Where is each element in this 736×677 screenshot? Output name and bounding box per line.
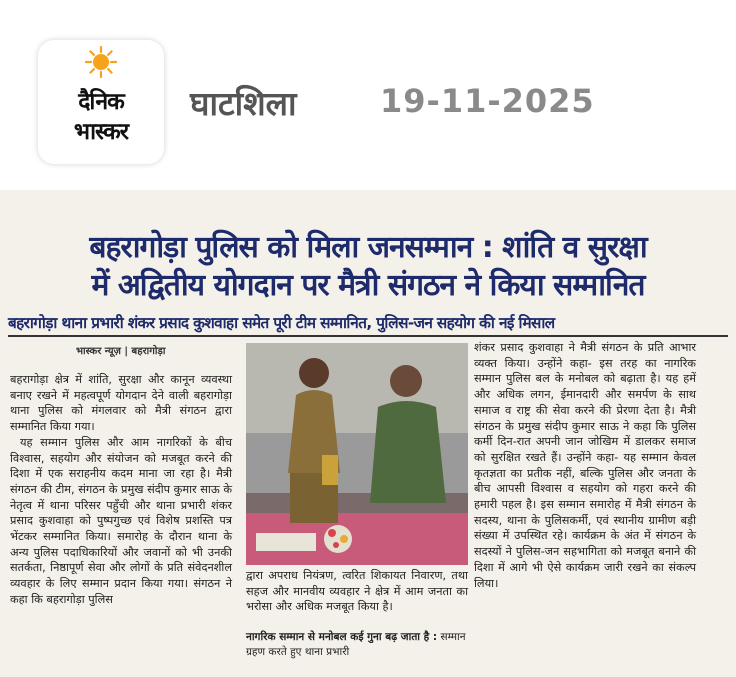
article-column-3 [474, 340, 696, 591]
news-photo [246, 343, 468, 565]
clipping-header [0, 0, 736, 190]
caption-title: नागरिक सम्मान से मनोबल कई गुना बढ़ जाता है : [246, 631, 438, 643]
paragraph: यह सम्मान पुलिस और आम नागरिकों के बीच विश्वास, सहयोग और संयोजन को मजबूत करने की दिशा में एक सराहनीय कदम माना जा रहा है। मैत्री संगठन की टीम, संगठन के प्रमुख संदीप कुमार साऊ के नेतृत्व में थाना परिसर पहुँची और थाना प्रभारी शंकर प्रसाद कुशवाहा को पुष्पगुच्छ एवं विशेष प्रशस्ति पत्र भेंटकर सम्मानित किया। समारोह के दौरान थाना के अन्य पुलिस पदाधिकारियों और जवानों को भी उनकी सतर्कता, निष्ठापूर्ण सेवा और लोगों के प्रति संवेदनशील व्यवहार के लिए सम्मान प्रदान किया गया। संगठन ने कहा कि बहरागोड़ा पुलिस [10, 435, 232, 606]
caption-text: सम्मान ग्रहण करते हुए थाना प्रभारी [246, 631, 466, 658]
paragraph: बहरागोड़ा क्षेत्र में शांति, सुरक्षा और कानून व्यवस्था बनाए रखने में महत्वपूर्ण योगदान देने वाली बहरागोड़ा थाना पुलिस को मंगलवार को मैत्री संगठन द्वारा सम्मानित किया गया। [10, 373, 232, 434]
dateline-place: घाटशिला [190, 84, 297, 123]
photo-caption [246, 630, 468, 660]
headline-line2: में अद्वितीय योगदान पर मैत्री संगठन ने किया सम्मानित [91, 268, 645, 303]
logo-text-line2: भास्कर [73, 119, 129, 145]
article-column-1 [10, 372, 232, 608]
byline: भास्कर न्यूज़ | बहरागोड़ा [76, 346, 166, 357]
divider-rule [8, 335, 728, 337]
headline-line1: बहरागोड़ा पुलिस को मिला जनसम्मान : शांति व सुरक्षा [89, 230, 647, 265]
article-column-2 [246, 568, 468, 615]
logo-text-line1: दैनिक [78, 89, 124, 115]
sun-icon [85, 46, 117, 78]
dainik-bhaskar-logo [38, 40, 164, 164]
felicitation-photo-illustration [246, 343, 468, 565]
dateline-date: 19-11-2025 [380, 82, 595, 120]
subheadline: बहरागोड़ा थाना प्रभारी शंकर प्रसाद कुशवाहा समेत पूरी टीम सम्मानित, पुलिस-जन सहयोग की नई मिसाल [8, 314, 555, 332]
paragraph: शंकर प्रसाद कुशवाहा ने मैत्री संगठन के प्रति आभार व्यक्त किया। उन्होंने कहा- इस तरह का नागरिक सम्मान पुलिस बल के मनोबल को बढ़ाता है। यह हमें और अधिक लगन, ईमानदारी और समर्पण के साथ समाज व राष्ट्र की सेवा करने की प्रेरणा देता है। मैत्री संगठन के प्रमुख संदीप कुमार साऊ ने कहा कि पुलिस कर्मी दिन-रात अपनी जान जोखिम में डालकर समाज को सुरक्षित रखते हैं। उन्होंने कहा- यह सम्मान केवल कृतज्ञता का प्रतीक नहीं, बल्कि पुलिस और जनता के बीच आपसी विश्वास व सहयोग को गहरा करने की हमारी पहल है। इस सम्मान समारोह में मैत्री संगठन के सदस्य, थाना के पुलिसकर्मी, एवं स्थानीय ग्रामीण बड़ी संख्या में उपस्थित रहे। कार्यक्रम के अंत में संगठन के सदस्यों ने पुलिस-जन सहभागिता को मजबूत बनाने की दिशा में आगे भी ऐसे कार्यक्रम जारी रखने का संकल्प लिया। [474, 341, 696, 590]
paragraph: द्वारा अपराध नियंत्रण, त्वरित शिकायत निवारण, तथा सहज और मानवीय व्यवहार ने क्षेत्र में आम जनता का भरोसा और अधिक मजबूत किया है। [246, 569, 468, 614]
